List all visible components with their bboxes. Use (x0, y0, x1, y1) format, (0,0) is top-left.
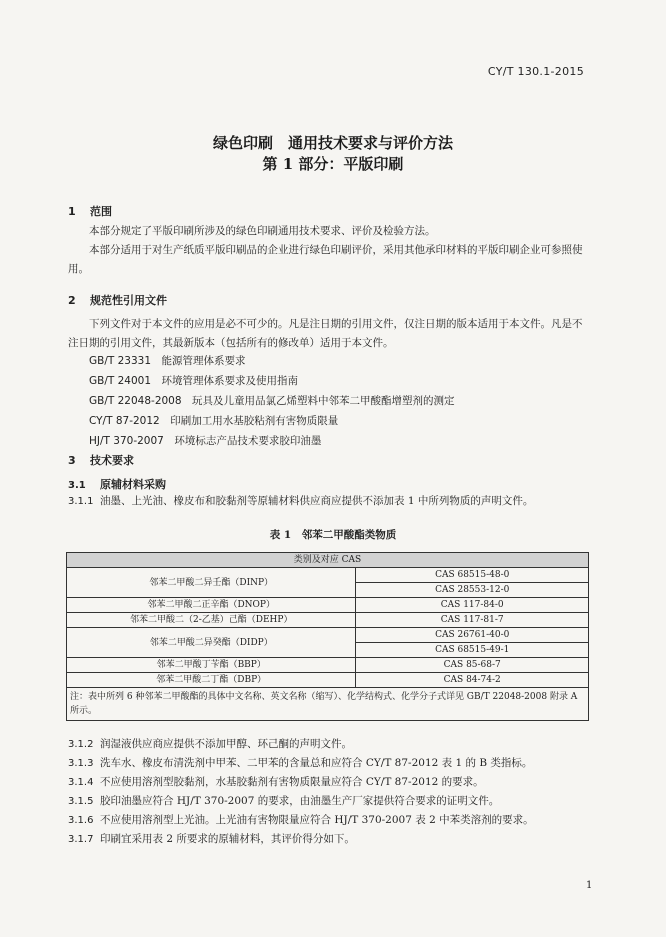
cas-number: CAS 117-84-0 (356, 598, 589, 613)
document-title: 绿色印刷 通用技术要求与评价方法 (212, 134, 453, 152)
table-row (67, 673, 589, 688)
reference-item: GB/T 24001 环境管理体系要求及使用指南 (89, 375, 299, 387)
clause-list (68, 735, 534, 849)
substance-name: 邻苯二甲酸丁苄酯（BBP） (67, 658, 356, 673)
cas-number: CAS 68515-49-1 (356, 643, 589, 658)
substance-name: 邻苯二甲酸二异壬酯（DINP） (67, 568, 356, 598)
clause-item: 3.1.2 润湿液供应商应提供不添加甲醇、环己酮的声明文件。 (68, 738, 352, 750)
page-number: 1 (586, 880, 593, 891)
table-1-caption: 表 1 邻苯二甲酸酯类物质 (269, 529, 397, 541)
cas-number: CAS 28553-12-0 (356, 583, 589, 598)
clause-item: 3.1.6 不应使用溶剂型上光油。上光油有害物限量应符合 HJ/T 370-2007 表 2 中苯类溶剂的要求。 (68, 814, 534, 826)
table-note-row (67, 688, 589, 721)
cas-number: CAS 84-74-2 (356, 673, 589, 688)
clause-item: 3.1.3 洗车水、橡皮布清洗剂中甲苯、二甲苯的含量总和应符合 CY/T 87-2012 表 1 的 B 类指标。 (68, 757, 533, 769)
clause-item: 3.1.7 印刷宜采用表 2 所要求的原辅材料，其评价得分如下。 (68, 833, 355, 845)
cas-number: CAS 117-81-7 (356, 613, 589, 628)
standard-code: CY/T 130.1-2015 (487, 65, 584, 78)
table-row (67, 628, 589, 643)
table-note: 注：表中所列 6 种邻苯二甲酸酯的具体中文名称、英文名称（缩写）、化学结构式、化学分子式详见 GB/T 22048-2008 附录 A 所示。 (67, 688, 589, 721)
cas-number: CAS 68515-48-0 (356, 568, 589, 583)
normative-references (89, 351, 455, 451)
reference-item: CY/T 87-2012 印刷加工用水基胶粘剂有害物质限量 (89, 415, 339, 427)
document-subtitle: 第 1 部分：平版印刷 (262, 155, 404, 173)
cas-number: CAS 85-68-7 (356, 658, 589, 673)
cas-number: CAS 26761-40-0 (356, 628, 589, 643)
reference-item: GB/T 23331 能源管理体系要求 (89, 355, 246, 367)
subsection-3-1-heading: 3.1 原辅材料采购 (68, 478, 166, 491)
table-row (67, 613, 589, 628)
table-row (67, 598, 589, 613)
table-header-row (67, 553, 589, 568)
section-3-heading: 3 技术要求 (68, 454, 134, 467)
section-1-heading: 1 范围 (68, 205, 112, 218)
clause-item: 3.1.5 胶印油墨应符合 HJ/T 370-2007 的要求，由油墨生产厂家提供符合要求的证明文件。 (68, 795, 500, 807)
section-2-intro: 下列文件对于本文件的应用是必不可少的。凡是注日期的引用文件，仅注日期的版本适用于本文件。凡是不注日期的引用文件，其最新版本（包括所有的修改单）适用于本文件。 (68, 318, 583, 349)
substance-name: 邻苯二甲酸二异癸酯（DIDP） (67, 628, 356, 658)
substance-name: 邻苯二甲酸二正辛酯（DNOP） (67, 598, 356, 613)
table-header-cell: 类别及对应 CAS (67, 553, 589, 568)
section-1-para-1: 本部分规定了平版印刷所涉及的绿色印刷通用技术要求、评价及检验方法。 (89, 225, 436, 237)
section-2-heading: 2 规范性引用文件 (68, 294, 167, 307)
substance-name: 邻苯二甲酸二（2-乙基）己酯（DEHP） (67, 613, 356, 628)
clause-item: 3.1.4 不应使用溶剂型胶黏剂，水基胶黏剂有害物质限量应符合 CY/T 87-2012 的要求。 (68, 776, 484, 788)
table-1 (66, 552, 589, 721)
section-1-para-2: 本部分适用于对生产纸质平版印刷品的企业进行绿色印刷评价，采用其他承印材料的平版印刷企业可参照使用。 (68, 244, 583, 275)
reference-item: HJ/T 370-2007 环境标志产品技术要求胶印油墨 (89, 435, 322, 447)
substance-name: 邻苯二甲酸二丁酯（DBP） (67, 673, 356, 688)
table-row (67, 568, 589, 583)
table-row (67, 658, 589, 673)
clause-3-1-1: 3.1.1 油墨、上光油、橡皮布和胶黏剂等原辅材料供应商应提供不添加表 1 中所列物质的声明文件。 (68, 495, 534, 507)
reference-item: GB/T 22048-2008 玩具及儿童用品氯乙烯塑料中邻苯二甲酸酯增塑剂的测定 (89, 395, 455, 407)
